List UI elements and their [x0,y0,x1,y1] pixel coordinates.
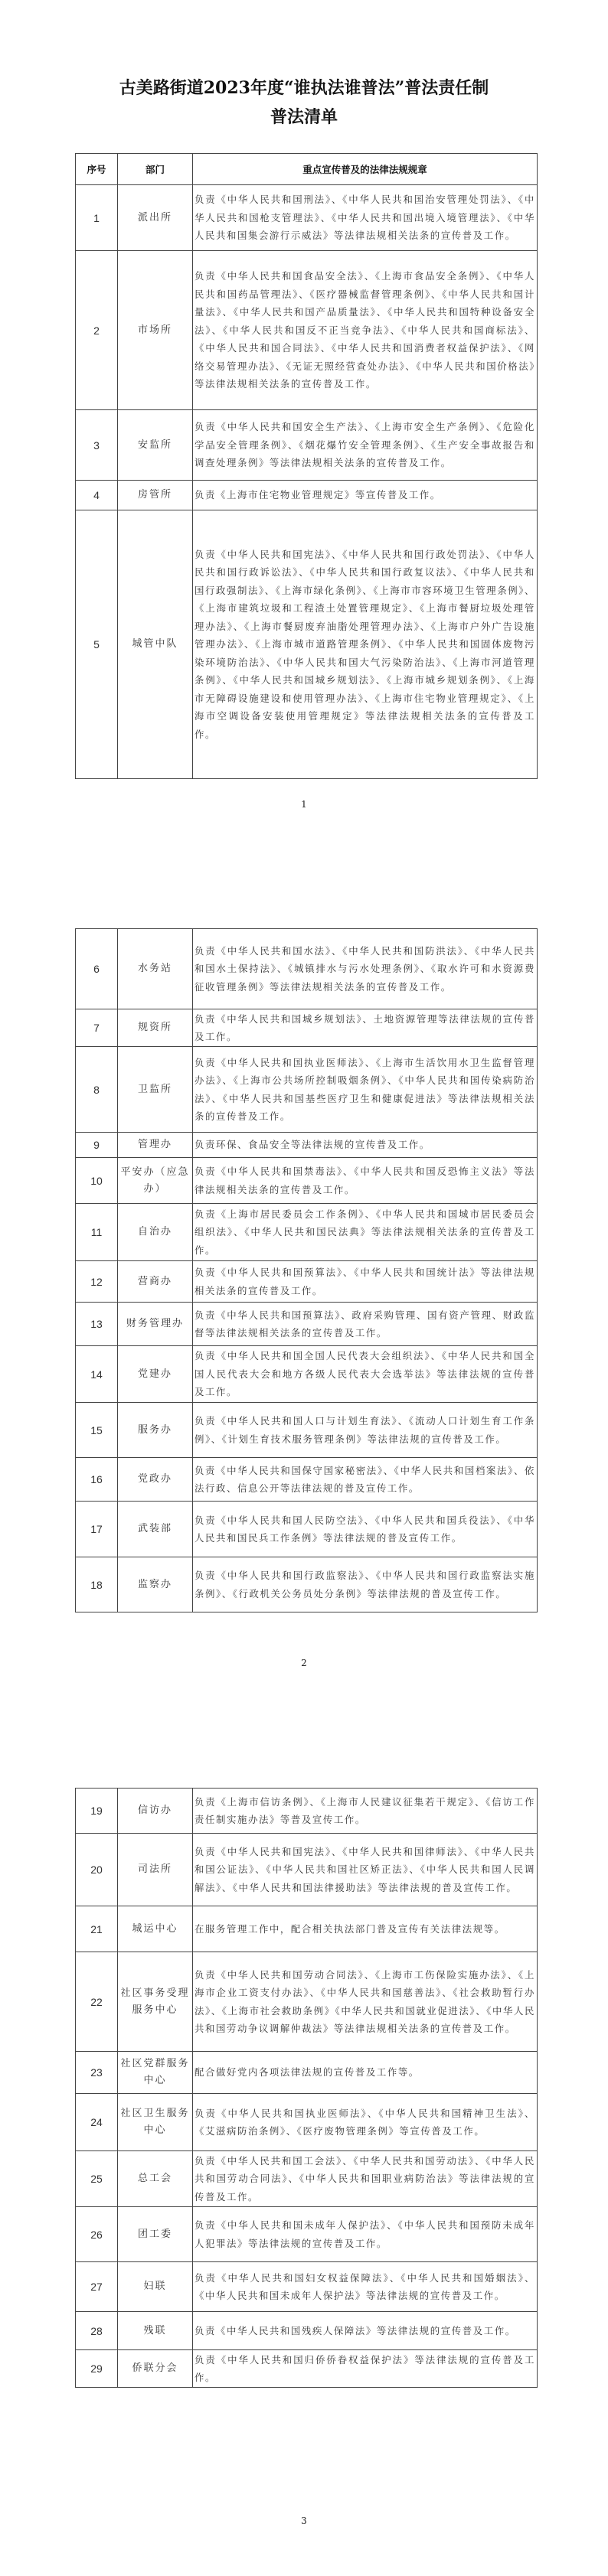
row-department: 总工会 [118,2151,193,2207]
column-header-department: 部门 [118,154,193,185]
row-description: 负责《中华人民共和国未成年人保护法》、《中华人民共和国预防未成年人犯罪法》等法律法规的宣传普及工作。 [193,2207,538,2262]
row-department: 安监所 [118,410,193,481]
table-row [76,1458,538,1502]
row-description: 负责《中华人民共和国执业医师法》、《上海市生活饮用水卫生监督管理办法》、《上海市公共场所控制吸烟条例》、《中华人民共和国传染病防治法》、《中华人民共和国基些医疗卫生和健康促进法》等法律法规相关法条的宣传普及工作。 [193,1047,538,1133]
row-number: 3 [76,410,118,481]
row-department: 财务管理办 [118,1303,193,1346]
row-description: 负责《中华人民共和国工会法》、《中华人民共和国劳动法》、《中华人民共和国劳动合同法》、《中华人民共和国职业病防治法》等法律法规的宣传普及工作。 [193,2151,538,2207]
row-number: 11 [76,1204,118,1261]
row-number: 15 [76,1403,118,1458]
table-row [76,510,538,779]
row-number: 9 [76,1133,118,1158]
row-number: 17 [76,1502,118,1557]
row-department: 团工委 [118,2207,193,2262]
row-department: 妇联 [118,2262,193,2312]
table-header-row [76,154,538,185]
table-row [76,251,538,410]
responsibility-table-page-1 [75,153,538,779]
table-row [76,1557,538,1612]
row-number: 8 [76,1047,118,1133]
row-number: 1 [76,185,118,251]
row-number: 24 [76,2094,118,2151]
table-row [76,929,538,1009]
row-description: 在服务管理工作中，配合相关执法部门普及宣传有关法律法规等。 [193,1906,538,1952]
table-row [76,1834,538,1906]
row-number: 7 [76,1009,118,1047]
table-row [76,1346,538,1403]
table-row [76,1952,538,2052]
table-row [76,481,538,510]
row-number: 12 [76,1261,118,1303]
row-description: 负责《中华人民共和国宪法》、《中华人民共和国律师法》、《中华人民共和国公证法》、《中华人民共和国社区矫正法》、《中华人民共和国人民调解法》、《中华人民共和国法律援助法》等法律法规的普及宣传工作。 [193,1834,538,1906]
row-department: 残联 [118,2312,193,2350]
row-description: 负责《中华人民共和国刑法》、《中华人民共和国治安管理处罚法》、《中华人民共和国枪支管理法》、《中华人民共和国出境入境管理法》、《中华人民共和国集会游行示威法》等法律法规相关法条的宣传普及工作。 [193,185,538,251]
table-row [76,2151,538,2207]
table-row [76,1789,538,1834]
row-description: 负责《上海市居民委员会工作条例》、《中华人民共和国城市居民委员会组织法》、《中华人民共和国民法典》等法律法规相关法条的宣传普及工作。 [193,1204,538,1261]
row-description: 负责《上海市信访条例》、《上海市人民建议征集若干规定》、《信访工作责任制实施办法》等普及宣传工作。 [193,1789,538,1834]
page-number: 2 [301,1658,307,1668]
row-department: 社区党群服务中心 [118,2052,193,2094]
row-description: 负责《中华人民共和国残疾人保障法》等法律法规的宣传普及工作。 [193,2312,538,2350]
row-number: 23 [76,2052,118,2094]
page-number: 3 [301,2516,307,2526]
table-row [76,1403,538,1458]
row-number: 18 [76,1557,118,1612]
row-description: 负责《中华人民共和国劳动合同法》、《上海市工伤保险实施办法》、《上海市企业工资支付办法》、《中华人民共和国慈善法》、《社会救助暂行办法》、《上海市社会救助条例》《中华人民共和国就业促进法》、《中华人民共和国劳动争议调解仲裁法》等法律法规相关法条的宣传普及工作。 [193,1952,538,2052]
row-number: 21 [76,1906,118,1952]
row-description: 负责《中华人民共和国食品安全法》、《上海市食品安全条例》、《中华人民共和国药品管理法》、《医疗器械监督管理条例》、《中华人民共和国计量法》、《中华人民共和国产品质量法》、《中华人民共和国特种设备安全法》、《中华人民共和国反不正当竞争法》、《中华人民共和国商标法》、《中华人民共和国合同法》、《中华人民共和国消费者权益保护法》、《网络交易管理办法》、《无证无照经营查处办法》、《中华人民共和国价格法》等法律法规相关法条的宣传普及工作。 [193,251,538,410]
row-department: 司法所 [118,1834,193,1906]
row-description: 负责《中华人民共和国安全生产法》、《上海市安全生产条例》、《危险化学品安全管理条例》、《烟花爆竹安全管理条例》、《生产安全事故报告和调查处理条例》等法律法规相关法条的宣传普及工作。 [193,410,538,481]
document-title-line-1: 古美路街道2023年度“谁执法谁普法”普法责任制 [119,78,489,98]
document-title-line-2: 普法清单 [270,107,338,127]
table-row [76,2207,538,2262]
row-number: 28 [76,2312,118,2350]
row-department: 管理办 [118,1133,193,1158]
row-description: 负责《中华人民共和国预算法》、政府采购管理、国有资产管理、财政监督等法律法规相关法条的宣传普及工作。 [193,1303,538,1346]
row-number: 4 [76,481,118,510]
table-row [76,1047,538,1133]
row-description: 负责环保、食品安全等法律法规的宣传普及工作。 [193,1133,538,1158]
table-row [76,2350,538,2388]
row-description: 负责《上海市住宅物业管理规定》等宣传普及工作。 [193,481,538,510]
row-number: 16 [76,1458,118,1502]
row-number: 22 [76,1952,118,2052]
row-description: 负责《中华人民共和国水法》、《中华人民共和国防洪法》、《中华人民共和国水土保持法》、《城镇排水与污水处理条例》、《取水许可和水资源费征收管理条例》等法律法规相关法条的宣传普及工作。 [193,929,538,1009]
table-row [76,1303,538,1346]
row-number: 25 [76,2151,118,2207]
row-number: 26 [76,2207,118,2262]
row-description: 负责《中华人民共和国全国人民代表大会组织法》、《中华人民共和国全国人民代表大会和地方各级人民代表大会选举法》等法律法规的宣传普及工作。 [193,1346,538,1403]
table-row [76,1204,538,1261]
table-row [76,1261,538,1303]
page-number: 1 [301,799,307,810]
row-number: 14 [76,1346,118,1403]
row-department: 信访办 [118,1789,193,1834]
table-row [76,1906,538,1952]
column-header-laws: 重点宣传普及的法律法规规章 [193,154,538,185]
row-department: 卫监所 [118,1047,193,1133]
row-description: 负责《中华人民共和国城乡规划法》、土地资源管理等法律法规的宣传普及工作。 [193,1009,538,1047]
row-number: 2 [76,251,118,410]
table-row [76,410,538,481]
table-row [76,1009,538,1047]
row-description: 负责《中华人民共和国预算法》、《中华人民共和国统计法》等法律法规相关法条的宣传普及工作。 [193,1261,538,1303]
row-department: 监察办 [118,1557,193,1612]
row-department: 服务办 [118,1403,193,1458]
row-description: 负责《中华人民共和国执业医师法》、《中华人民共和国精神卫生法》、《艾滋病防治条例》、《医疗废物管理条例》等宣传普及工作。 [193,2094,538,2151]
table-row [76,185,538,251]
row-number: 20 [76,1834,118,1906]
row-department: 城管中队 [118,510,193,779]
row-description: 负责《中华人民共和国人口与计划生育法》、《流动人口计划生育工作条例》、《计划生育技术服务管理条例》等法律法规的宣传普及工作。 [193,1403,538,1458]
row-department: 派出所 [118,185,193,251]
responsibility-table-page-2 [75,928,538,1612]
row-number: 29 [76,2350,118,2388]
row-number: 19 [76,1789,118,1834]
row-department: 社区卫生服务中心 [118,2094,193,2151]
row-description: 配合做好党内各项法律法规的宣传普及工作等。 [193,2052,538,2094]
row-department: 房管所 [118,481,193,510]
row-number: 5 [76,510,118,779]
table-row [76,2262,538,2312]
row-department: 平安办（应急办） [118,1158,193,1204]
table-row [76,1502,538,1557]
row-number: 6 [76,929,118,1009]
row-department: 党政办 [118,1458,193,1502]
row-number: 27 [76,2262,118,2312]
table-row [76,2094,538,2151]
row-department: 营商办 [118,1261,193,1303]
row-description: 负责《中华人民共和国人民防空法》、《中华人民共和国兵役法》、《中华人民共和国民兵工作条例》等法律法规的普及宣传工作。 [193,1502,538,1557]
row-description: 负责《中华人民共和国归侨侨眷权益保护法》等法律法规的宣传普及工作。 [193,2350,538,2388]
row-department: 自治办 [118,1204,193,1261]
row-department: 水务站 [118,929,193,1009]
row-department: 侨联分会 [118,2350,193,2388]
column-header-number: 序号 [76,154,118,185]
row-department: 党建办 [118,1346,193,1403]
table-row [76,1133,538,1158]
row-department: 城运中心 [118,1906,193,1952]
row-description: 负责《中华人民共和国妇女权益保障法》、《中华人民共和国婚姻法》、《中华人民共和国未成年人保护法》等法律法规的宣传普及工作。 [193,2262,538,2312]
row-department: 规资所 [118,1009,193,1047]
row-description: 负责《中华人民共和国行政监察法》、《中华人民共和国行政监察法实施条例》、《行政机关公务员处分条例》等法律法规的普及宣传工作。 [193,1557,538,1612]
row-number: 10 [76,1158,118,1204]
responsibility-table-page-3 [75,1788,538,2388]
table-row [76,2052,538,2094]
row-number: 13 [76,1303,118,1346]
row-department: 社区事务受理服务中心 [118,1952,193,2052]
row-department: 市场所 [118,251,193,410]
row-description: 负责《中华人民共和国保守国家秘密法》、《中华人民共和国档案法》、依法行政、信息公开等法律法规的普及宣传工作。 [193,1458,538,1502]
table-row [76,2312,538,2350]
row-description: 负责《中华人民共和国禁毒法》、《中华人民共和国反恐怖主义法》等法律法规相关法条的宣传普及工作。 [193,1158,538,1204]
row-department: 武装部 [118,1502,193,1557]
table-row [76,1158,538,1204]
row-description: 负责《中华人民共和国宪法》、《中华人民共和国行政处罚法》、《中华人民共和国行政诉讼法》、《中华人民共和国行政复议法》、《中华人民共和国行政强制法》、《上海市绿化条例》、《上海市市容环境卫生管理条例》、《上海市建筑垃圾和工程渣土处置管理规定》、《上海市餐厨垃圾处理管理办法》、《上海市餐厨废弃油脂处理管理办法》、《上海市户外广告设施管理办法》、《上海市城市道路管理条例》、《中华人民共和国固体废物污染环境防治法》、《中华人民共和国大气污染防治法》、《上海市河道管理条例》、《中华人民共和国城乡规划法》、《上海市城乡规划条例》、《上海市无障碍设施建设和使用管理办法》、《上海市住宅物业管理规定》、《上海市空调设备安装使用管理规定》等法律法规相关法条的宣传普及工作。 [193,510,538,779]
